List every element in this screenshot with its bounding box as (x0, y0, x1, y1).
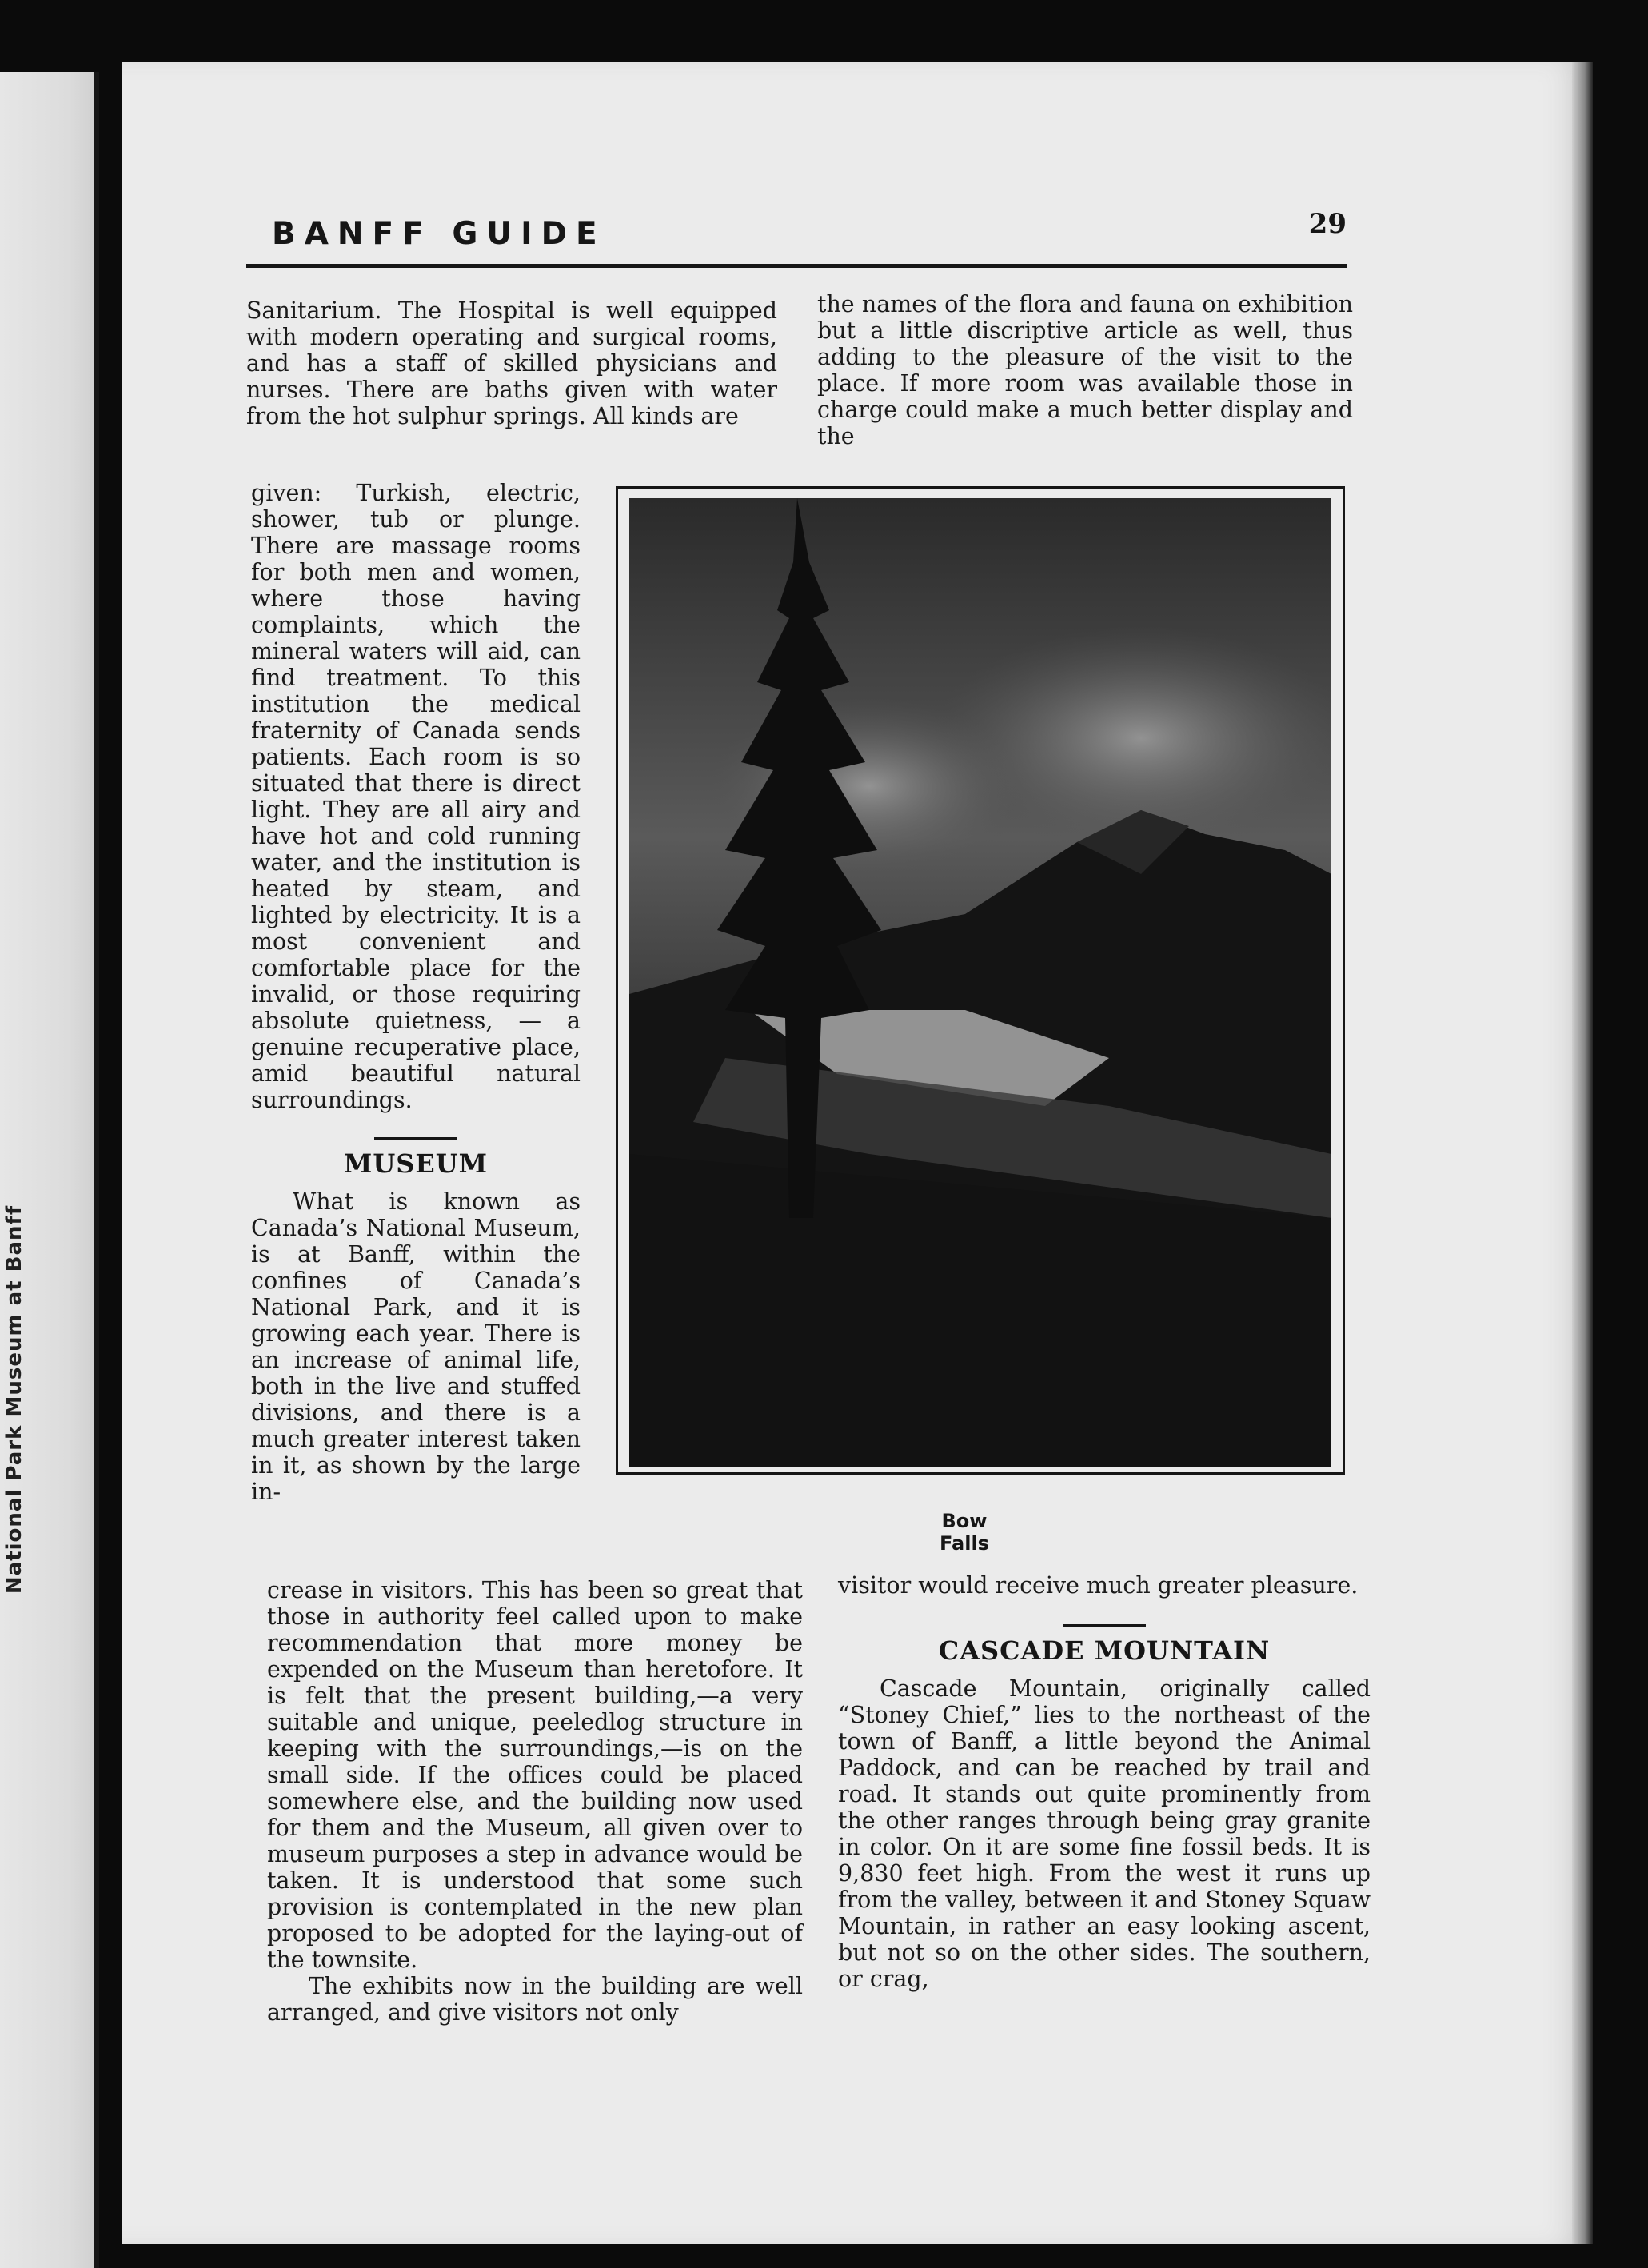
side-label: National Park Museum at Banff (2, 1204, 26, 1595)
bow-falls-image (629, 498, 1331, 1467)
photo-frame (616, 486, 1345, 1475)
hospital-paragraph-wrap: given: Turkish, electric, shower, tub or plunge. There are massage rooms for both men and women, where those having complaints, which the mineral waters will aid, can find treatment. To this institution the medical fraternity of Canada sends patients. Each room is so situated that there is direct light. They are all airy and have hot and cold running water, and the institution is heated by steam, and lighted by electricity. It is a most convenient and comfortable place for the invalid, or those requiring absolute quietness, — a genuine recuperative place, amid beautiful natural surroundings. (251, 480, 581, 1113)
right-column-top (817, 291, 1353, 449)
museum-paragraph-end: visitor would receive much greater pleasure. (838, 1572, 1359, 1599)
museum-paragraph-right: the names of the flora and fauna on exhibition but a little discriptive article as well, thus adding to the pleasure of the visit to the place. If more room was available those in charge could make a much better display and the (817, 291, 1353, 449)
page-number: 29 (1308, 208, 1347, 240)
right-column-bottom (838, 1572, 1371, 1992)
museum-heading: MUSEUM (343, 1148, 489, 1179)
left-column-bottom (267, 1577, 803, 2026)
cascade-paragraph: Cascade Mountain, originally called “Stoney Chief,” lies to the northeast of the town of Banff, a little beyond the Animal Paddock, and can be reached by trail and road. It stands out quite prominently from the other ranges through being gray granite in color. On it are some fine fossil beds. It is 9,830 feet high. From the west it runs up from the valley, between it and Stoney Squaw Mountain, in rather an easy looking ascent, but not so on the other sides. The southern, or crag, (838, 1675, 1371, 1992)
page-edge (1572, 62, 1593, 2244)
header-title: BANFF GUIDE (272, 216, 606, 252)
museum-paragraph-wrap: What is known as Canada’s National Museum, is at Banff, within the confines of Canada’s National Park, and it is growing each year. There is an increase of animal life, both in the live and stuffed divisions, and there is a much greater interest taken in it, as shown by the large in- (251, 1188, 581, 1505)
exhibits-paragraph: The exhibits now in the building are well arranged, and give visitors not only (267, 1973, 803, 2026)
header-rule (246, 264, 1347, 268)
left-column-wrap (251, 480, 581, 1505)
photo-caption: Bow Falls (940, 1510, 989, 1555)
left-column-top (246, 297, 777, 429)
museum-paragraph-cont: crease in visitors. This has been so great that those in authority feel called upon to make recommendation that more money be expended on the Museum than heretofore. It is felt that the present building,—a very suitable and unique, peeledlog structure in keeping with the surroundings,—is on the small side. If the offices could be placed somewhere else, and the building now used for them and the Museum, all given over to museum purposes a step in advance would be taken. It is understood that some such provision is contemplated in the new plan proposed to be adopted for the laying-out of the townsite. (267, 1577, 803, 1973)
facing-page-strip (0, 72, 98, 2268)
cascade-heading: CASCADE MOUNTAIN (938, 1635, 1271, 1666)
bow-falls-photo (629, 498, 1331, 1467)
page-gutter-line (94, 72, 99, 2268)
hospital-paragraph: Sanitarium. The Hospital is well equipped with modern operating and surgical rooms, and has a staff of skilled physicians and nurses. There are baths given with water from the hot sulphur springs. All kinds are (246, 297, 777, 429)
